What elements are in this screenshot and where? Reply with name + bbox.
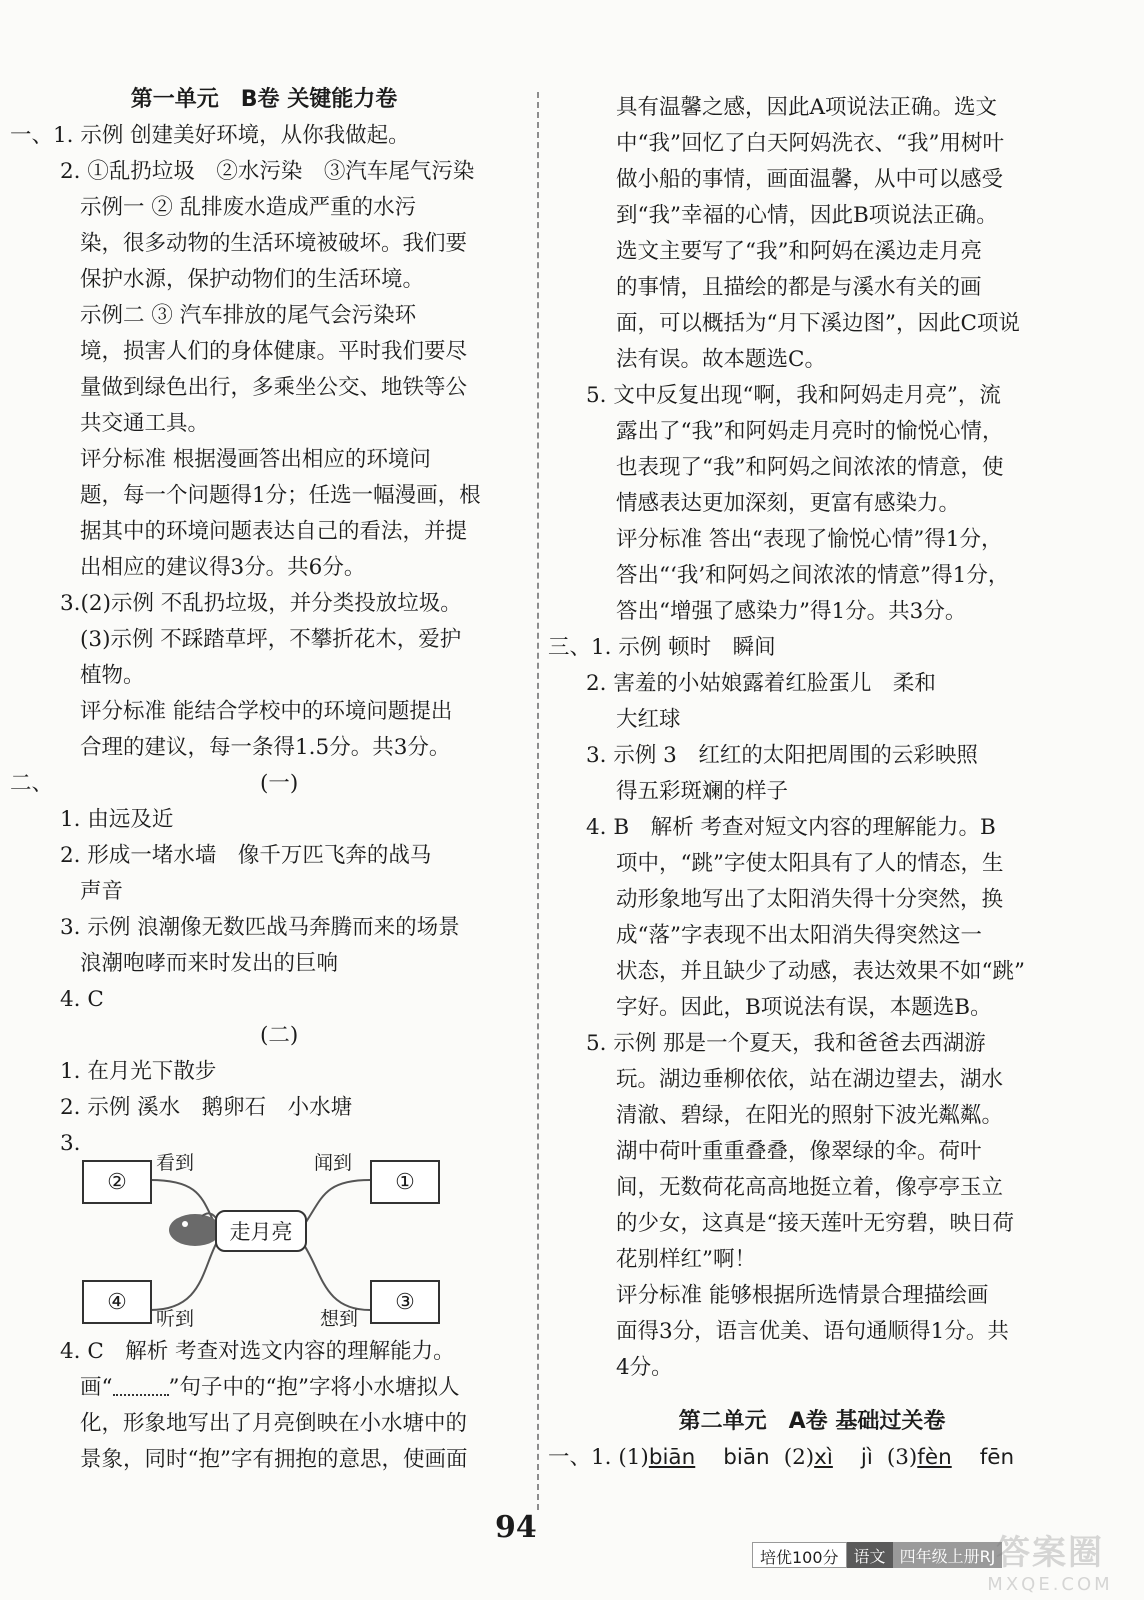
grade-name: 四年级上册RJ	[893, 1542, 1003, 1568]
u2-q1-prefix: 一、1. (1)	[548, 1445, 649, 1470]
s1-q2-line: 共交通工具。	[80, 411, 210, 436]
s1-q2-line: 保护水源，保护动物们的生活环境。	[80, 267, 425, 292]
s1-q2-head: 2. ①乱扔垃圾 ②水污染 ③汽车尾气污染	[60, 159, 475, 184]
q5-line: 露出了“我”和阿妈走月亮时的愉悦心情，	[616, 419, 1004, 444]
s1-q2-line: 境，损害人们的身体健康。平时我们要尽	[80, 339, 468, 364]
map-box-top-right: ①	[370, 1160, 440, 1204]
series-name: 培优100分	[752, 1542, 847, 1568]
footer-series-tag	[752, 1542, 1002, 1568]
u2-q1	[548, 1440, 1062, 1476]
s2-p2-q2: 2. 示例 溪水 鹅卵石 小水塘	[60, 1095, 353, 1120]
scoring-line: 评分标准 能结合学校中的环境问题提出	[80, 699, 453, 724]
watermark-sub: MXQE.COM	[987, 1574, 1113, 1595]
s3-q5-line: 5. 示例 那是一个夏天，我和爸爸去西湖游	[586, 1031, 986, 1056]
s1-q2-line: 示例一 ② 乱排废水造成严重的水污	[80, 195, 417, 220]
wavy-blank	[113, 1380, 169, 1396]
text-fragment: 画“	[80, 1375, 113, 1400]
text-line: 选文主要写了“我”和阿妈在溪边走月亮	[616, 239, 982, 264]
q5-line: 情感表达更加深刻，更富有感染力。	[616, 491, 961, 516]
s3-q2: 2. 害羞的小姑娘露着红脸蛋儿 柔和	[586, 671, 936, 696]
s3-q3: 3. 示例 3 红红的太阳把周围的云彩映照	[586, 743, 978, 768]
scoring-line: 出相应的建议得3分。共6分。	[80, 555, 366, 580]
pinyin: biān	[648, 1445, 696, 1470]
s3-q5-line: 玩。湖边垂柳依依，站在湖边望去，湖水	[616, 1067, 1004, 1092]
q5-line: 5. 文中反复出现“啊，我和阿妈走月亮”，流	[586, 383, 1001, 408]
s1-q3-line: 植物。	[80, 663, 145, 688]
scoring-line: 合理的建议，每一条得1.5分。共3分。	[80, 735, 451, 760]
s1-q3-line: 3.(2)示例 不乱扔垃圾，并分类投放垃圾。	[60, 591, 462, 616]
text-fragment: ”句子中的“抱”字将小水塘拟人	[168, 1375, 460, 1400]
s3-q4-line: 动形象地写出了太阳消失得十分突然，换	[616, 887, 1004, 912]
column-divider	[537, 92, 539, 1510]
s3-q4-line: 字好。因此，B项说法有误，本题选B。	[616, 995, 992, 1020]
s3-q4-line: 项中，“跳”字使太阳具有了人的情态，生	[616, 851, 1004, 876]
map-box-bottom-right: ③	[370, 1280, 440, 1324]
watermark-main: 答案圈	[996, 1533, 1104, 1573]
s2-label: 二、	[10, 771, 54, 796]
unit-title: 第一单元 B卷 关键能力卷	[130, 87, 398, 112]
map-box-top-left: ②	[82, 1160, 152, 1204]
right-column	[548, 90, 1062, 1476]
left-column	[10, 82, 518, 1162]
s2-p2-q4-line: 景象，同时“抱”字有拥抱的意思，使画面	[80, 1447, 468, 1472]
s2-p2-q4: 4. C 解析 考查对选文内容的理解能力。	[60, 1339, 455, 1364]
s2-p1-q2-cont: 声音	[80, 879, 124, 904]
s3-q4-line: 4. B 解析 考查对短文内容的理解能力。B	[586, 815, 996, 840]
text-line: 做小船的事情，画面温馨，从中可以感受	[616, 167, 1004, 192]
s2-p2-q3: 3.	[60, 1131, 81, 1156]
s2-p2-q4-line: 化，形象地写出了月亮倒映在小水塘中的	[80, 1411, 468, 1436]
map-label-bottom-left: 听到	[156, 1308, 195, 1330]
scoring-line: 答出“‘我’和阿妈之间浓浓的情意”得1分，	[616, 563, 1010, 588]
left-column-bottom	[10, 1334, 518, 1478]
text-line: 中“我”回忆了白天阿妈洗衣、“我”用树叶	[616, 131, 1004, 156]
pinyin: jì	[860, 1445, 873, 1470]
s3-q1: 三、1. 示例 顿时 瞬间	[548, 635, 776, 660]
s3-q5-line: 湖中荷叶重重叠叠，像翠绿的伞。荷叶	[616, 1139, 982, 1164]
moon-cloud-icon	[169, 1214, 221, 1246]
subject-name: 语文	[847, 1542, 893, 1568]
scoring-line: 答出“增强了感染力”得1分。共3分。	[616, 599, 967, 624]
s3-q4-line: 成“落”字表现不出太阳消失得突然这一	[616, 923, 982, 948]
unit2-title: 第二单元 A卷 基础过关卷	[678, 1409, 946, 1434]
s2-part1-title: (一)	[260, 771, 299, 796]
s3-q5-line: 间，无数荷花高高地挺立着，像亭亭玉立	[616, 1175, 1004, 1200]
s2-p1-q3: 3. 示例 浪潮像无数匹战马奔腾而来的场景	[60, 915, 460, 940]
text-line: 法有误。故本题选C。	[616, 347, 826, 372]
pinyin: xì	[814, 1445, 833, 1470]
s3-q4-line: 状态，并且缺少了动感，表达效果不如“跳”	[616, 959, 1025, 984]
pinyin: fèn	[917, 1445, 952, 1470]
s2-p1-q2: 2. 形成一堵水墙 像千万匹飞奔的战马	[60, 843, 432, 868]
scoring-line: 评分标准 答出“表现了愉悦心情”得1分，	[616, 527, 1003, 552]
s1-q1: 一、1. 示例 创建美好环境，从你我做起。	[10, 123, 410, 148]
s3-q5-line: 的少女，这真是“接天莲叶无穷碧，映日荷	[616, 1211, 1014, 1236]
map-label-top-right: 闻到	[314, 1152, 353, 1174]
text-line: 的事情，且描绘的都是与溪水有关的画	[616, 275, 982, 300]
scoring-line: 评分标准 根据漫画答出相应的环境问	[80, 447, 431, 472]
map-label-top-left: 看到	[156, 1152, 195, 1174]
s2-p1-q4: 4. C	[60, 987, 104, 1012]
s1-q3-line: (3)示例 不踩踏草坪，不攀折花木，爱护	[80, 627, 462, 652]
scoring-line: 4分。	[616, 1355, 673, 1380]
scoring-line: 题，每一个问题得1分；任选一幅漫画，根	[80, 483, 481, 508]
u2-q1-num: (2)	[783, 1445, 815, 1470]
mind-map-diagram	[52, 1152, 502, 1330]
s3-q5-line: 花别样红”啊！	[616, 1247, 756, 1272]
s2-p1-q1: 1. 由远及近	[60, 807, 174, 832]
s2-part2-title: (二)	[260, 1023, 299, 1048]
s2-p2-q4-line	[10, 1370, 518, 1406]
q5-line: 也表现了“我”和阿妈之间浓浓的情意，使	[616, 455, 1004, 480]
s3-q2-cont: 大红球	[616, 707, 681, 732]
s2-header	[10, 766, 518, 802]
watermark-logo	[975, 1525, 1125, 1595]
s2-p2-q1: 1. 在月光下散步	[60, 1059, 217, 1084]
scoring-line: 评分标准 能够根据所选情景合理描绘画	[616, 1283, 989, 1308]
pinyin: biān	[723, 1445, 770, 1470]
u2-q1-num: (3)	[886, 1445, 918, 1470]
scoring-line: 面得3分，语言优美、语句通顺得1分。共	[616, 1319, 1009, 1344]
s2-p1-q3-cont: 浪潮咆哮而来时发出的巨响	[80, 951, 339, 976]
s1-q2-line: 示例二 ③ 汽车排放的尾气会污染环	[80, 303, 417, 328]
page-number: 94	[495, 1510, 537, 1545]
map-box-bottom-left: ④	[82, 1280, 152, 1324]
map-center: 走月亮	[215, 1210, 307, 1252]
text-line: 到“我”幸福的心情，因此B项说法正确。	[616, 203, 998, 228]
scoring-line: 据其中的环境问题表达自己的看法，并提	[80, 519, 468, 544]
s3-q3-cont: 得五彩斑斓的样子	[616, 779, 789, 804]
pinyin: fēn	[979, 1445, 1015, 1470]
map-label-bottom-right: 想到	[320, 1308, 359, 1330]
text-line: 具有温馨之感，因此A项说法正确。选文	[616, 95, 998, 120]
s3-q5-line: 清澈、碧绿，在阳光的照射下波光粼粼。	[616, 1103, 1004, 1128]
text-line: 面，可以概括为“月下溪边图”，因此C项说	[616, 311, 1020, 336]
s1-q2-line: 染，很多动物的生活环境被破坏。我们要	[80, 231, 468, 256]
s1-q2-line: 量做到绿色出行，多乘坐公交、地铁等公	[80, 375, 468, 400]
